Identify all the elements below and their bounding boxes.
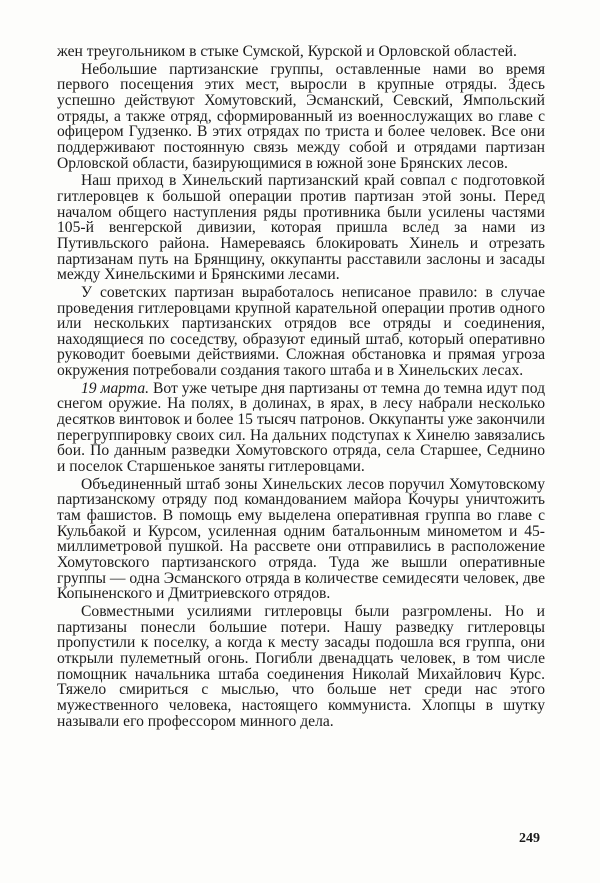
paragraph-march-19 [57, 381, 545, 475]
paragraph-continuation: жен треугольником в стыке Сумской, Курской и Орловской областей. [57, 43, 517, 60]
paragraph-partisan-groups: Небольшие партизанские группы, оставленные нами во время первого посещения этих мест, выросли в крупные отряды. Здесь успешно действуют Хомутовский, Эсманский, Севский, Ямпольский отряды, а также отряд, сформированный из военнослужащих во главе с офицером Гудзенко. В этих отрядах по триста и более человек. Все они поддерживают постоянную связь между собой и отрядами партизан Орловской области, базирующимися в южной зоне Брянских лесов. [57, 60, 545, 172]
page-number: 249 [519, 831, 540, 846]
body-text [57, 44, 545, 729]
paragraph-unwritten-rule: У советских партизан выработалось неписаное правило: в случае проведения гитлеровцами крупной карательной операции против одного или нескольких партизанских отрядов все отряды и соединения, находящиеся по соседству, образуют единый штаб, который оперативно руководит боевыми действиями. Сложная обстановка и прямая угроза окружения потребовали создания такого штаба и в Хинельских лесах. [57, 283, 545, 380]
paragraph-khinel-arrival: Наш приход в Хинельский партизанский край совпал с подготовкой гитлеровцев к большой операции против партизан этой зоны. Перед началом общего наступления ряды противника были усилены частями 105-й венгерской дивизии, которая пришла вслед за нами из Путивльского района. Намереваясь блокировать Хинель и отрезать партизанам путь на Брянщину, оккупанты расставили заслоны и засады между Хинельскими и Брянскими лесами. [57, 172, 545, 284]
paragraph-joint-efforts: Совместными усилиями гитлеровцы были разгромлены. Но и партизаны понесли большие потери. Нашу разведку гитлеровцы пропустили к поселку, а когда к месту засады подошла вся группа, они открыли пулеметный огонь. Погибли двенадцать человек, в том числе помощник начальника штаба соединения Николай Михайлович Курс. Тяжело смириться с мыслью, что больше нет среди нас этого мужественного человека, настоящего коммуниста. Хлопцы в шутку называли его профессором минного дела. [57, 602, 545, 730]
paragraph-march-19-text: Вот уже четыре дня партизаны от темна до темна идут под снегом оружие. На полях, в долинах, в ярах, в лесу набрали несколько десятков винтовок и более 15 тысяч патронов. Оккупанты уже закончили перегруппировку своих сил. На дальних подступах к Хинелю завязались бои. По данным разведки Хомутовского отряда, села Старшее, Седнино и поселок Старшенькое заняты гитлеровцами. [57, 379, 546, 476]
diary-date: 19 марта. [81, 379, 150, 397]
paragraph-unified-staff: Объединенный штаб зоны Хинельских лесов поручил Хомутовскому партизанскому отряду под командованием майора Кочуры уничтожить там фашистов. В помощь ему выделена оперативная группа во главе с Кульбакой и Курсом, усиленная одним батальонным минометом и 45-миллиметровой пушкой. На рассвете они отправились в расположение Хомутовского партизанского отряда. Туда же вышли оперативные группы — одна Эсманского отряда в количестве семидесяти человек, две Копыненского и Дмитриевского отрядов. [57, 475, 545, 603]
